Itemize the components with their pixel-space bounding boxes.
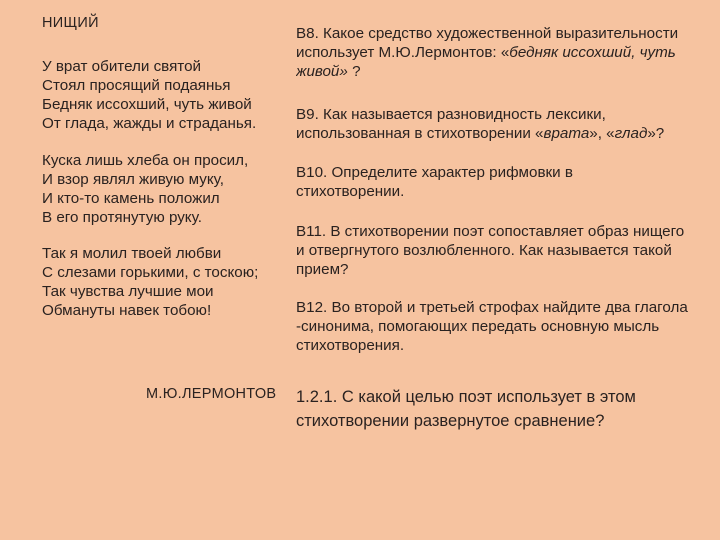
question-b12 <box>296 298 720 355</box>
poem-line: От глада, жажды и страданья. <box>42 115 257 132</box>
poem-line: И кто-то камень положил <box>42 190 220 207</box>
question-line <box>296 43 720 62</box>
question-line: В9. Как называется разновидность лексики, <box>296 106 606 123</box>
question-line: В10. Определите характер рифмовки в <box>296 164 573 181</box>
question-text: ? <box>347 63 361 80</box>
question-b8 <box>296 24 720 81</box>
question-line: В11. В стихотворении поэт сопоставляет образ нищего <box>296 223 685 240</box>
question-b11 <box>296 222 720 279</box>
poem-column <box>42 14 292 320</box>
question-line: 1.2.1. С какой целью поэт использует в этом <box>296 388 636 406</box>
question-line: стихотворения. <box>296 337 405 354</box>
question-b10 <box>296 163 720 201</box>
poem-line: И взор являл живую муку, <box>42 171 224 188</box>
question-line: В12. Во второй и третьей строфах найдите два глагола <box>296 299 688 316</box>
question-line: -синонима, помогающих передать основную мысль <box>296 318 660 335</box>
question-line: В8. Какое средство художественной выразительности <box>296 25 679 42</box>
question-text: использует М.Ю.Лермонтов: « <box>296 44 510 61</box>
poem-line: Куска лишь хлеба он просил, <box>42 152 249 169</box>
question-text: »? <box>647 125 665 142</box>
poem-line: Так я молил твоей любви <box>42 245 222 262</box>
poem-line: В его протянутую руку. <box>42 209 202 226</box>
quoted-phrase: живой» <box>296 63 348 80</box>
poem-line: Стоял просящий подаянья <box>42 77 231 94</box>
question-final <box>296 385 720 433</box>
question-line: прием? <box>296 261 349 278</box>
quoted-word: врата <box>543 125 590 142</box>
poem-stanza-2 <box>42 151 292 227</box>
poem-line: Так чувства лучшие мои <box>42 283 214 300</box>
question-text: », « <box>589 125 615 142</box>
question-line <box>296 62 720 81</box>
poem-line: С слезами горькими, с тоскою; <box>42 264 259 281</box>
poem-stanza-1 <box>42 57 292 133</box>
question-line: стихотворении. <box>296 183 405 200</box>
poem-title: НИЩИЙ <box>42 15 99 31</box>
question-line <box>296 124 720 143</box>
poem-line: У врат обители святой <box>42 58 202 75</box>
question-text: использованная в стихотворении « <box>296 125 544 142</box>
poem-author: М.Ю.ЛЕРМОНТОВ <box>146 386 277 402</box>
poem-line: Бедняк иссохший, чуть живой <box>42 96 252 113</box>
quoted-phrase: бедняк иссохший, чуть <box>509 44 676 61</box>
quoted-word: глад <box>614 125 648 142</box>
question-b9 <box>296 105 720 143</box>
poem-stanza-3 <box>42 244 292 320</box>
poem-line: Обмануты навек тобою! <box>42 302 212 319</box>
question-line: и отвергнутого возлюбленного. Как называется такой <box>296 242 672 259</box>
question-line: стихотворении развернутое сравнение? <box>296 412 605 430</box>
questions-column <box>296 24 720 433</box>
